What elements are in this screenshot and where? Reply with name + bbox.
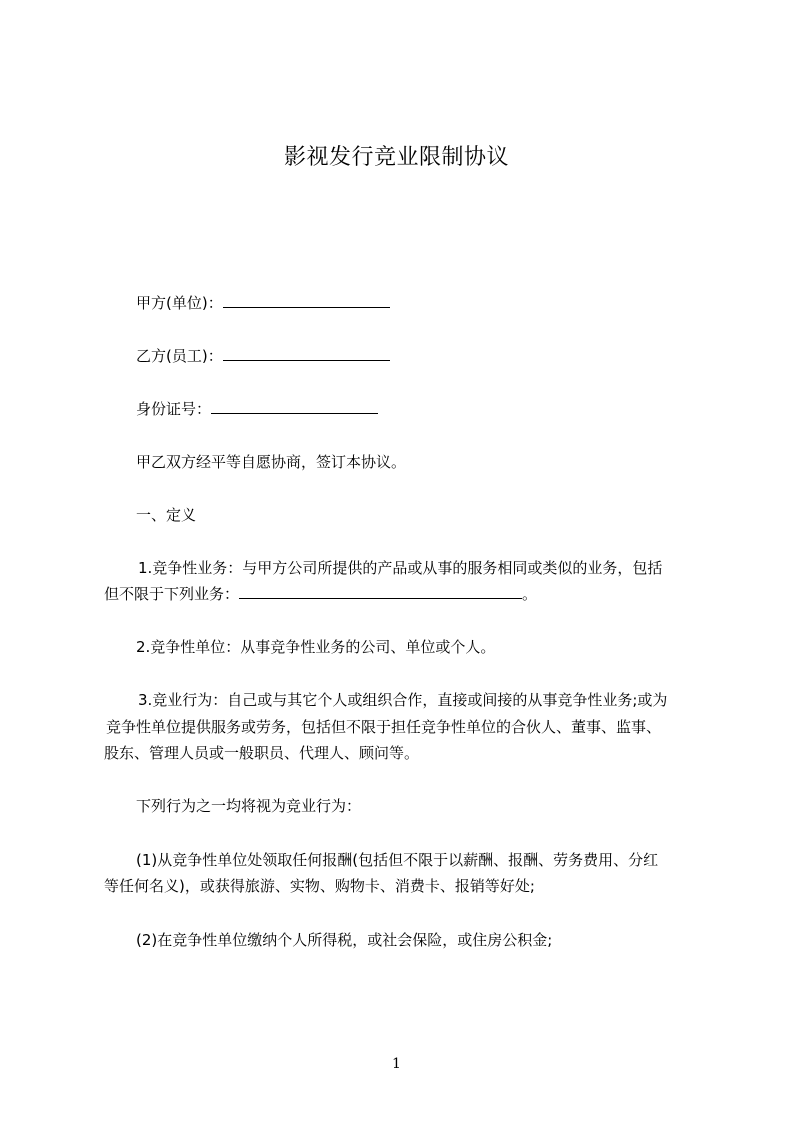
party-a-label: 甲方(单位)： [136, 294, 223, 312]
competitive-business-blank[interactable] [239, 584, 522, 599]
party-b-line [136, 346, 390, 365]
sub-item-1-line-2: 等任何名义)，或获得旅游、实物、购物卡、消费卡、报销等好处; [104, 877, 535, 895]
party-b-label: 乙方(员工)： [136, 347, 223, 365]
definition-1-line-1: 1.竞争性业务：与甲方公司所提供的产品或从事的服务相同或类似的业务，包括 [138, 559, 663, 577]
id-number-label: 身份证号： [136, 400, 212, 418]
definition-3-line-2: 竞争性单位提供服务或劳务，包括但不限于担任竞争性单位的合伙人、董事、监事、 [106, 718, 662, 736]
definition-3-line-1: 3.竞业行为：自己或与其它个人或组织合作，直接或间接的从事竞争性业务;或为 [138, 691, 668, 709]
definition-1-suffix: 。 [522, 585, 538, 603]
list-intro: 下列行为之一均将视为竞业行为： [136, 797, 362, 815]
section-1-heading: 一、定义 [136, 506, 197, 524]
id-number-line [136, 399, 378, 418]
party-a-blank[interactable] [223, 293, 390, 308]
definition-1-line-2 [104, 584, 537, 603]
definition-2: 2.竞争性单位：从事竞争性业务的公司、单位或个人。 [136, 638, 496, 656]
sub-item-1-line-1: (1)从竞争性单位处领取任何报酬(包括但不限于以薪酬、报酬、劳务费用、分红 [136, 851, 659, 869]
id-number-blank[interactable] [211, 399, 378, 414]
party-b-blank[interactable] [223, 346, 390, 361]
party-a-line [136, 293, 390, 312]
definition-3-line-3: 股东、管理人员或一般职员、代理人、顾问等。 [104, 744, 420, 762]
page-number: 1 [392, 1056, 401, 1072]
intro-paragraph: 甲乙双方经平等自愿协商，签订本协议。 [136, 453, 407, 471]
sub-item-2: (2)在竞争性单位缴纳个人所得税，或社会保险，或住房公积金; [136, 931, 553, 949]
definition-1-prefix: 但不限于下列业务： [104, 585, 240, 603]
document-title: 影视发行竞业限制协议 [283, 145, 509, 170]
